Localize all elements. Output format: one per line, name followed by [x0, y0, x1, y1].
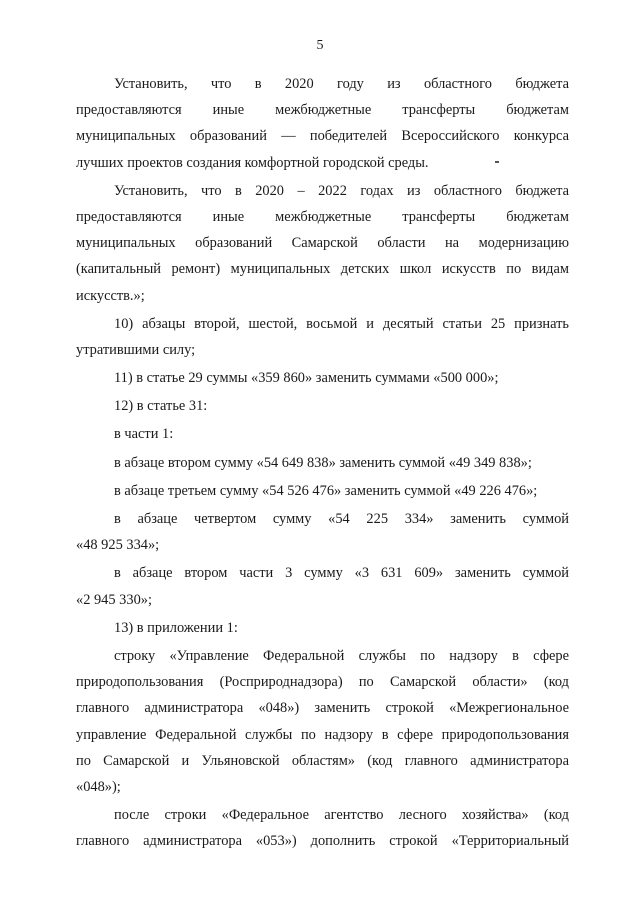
item-12-paragraph-2 [76, 450, 569, 476]
text-line: по Самарской и Ульяновской областям» (код главного администратора [76, 752, 569, 769]
text-line: утратившими силу; [76, 341, 196, 358]
text-line: 13) в приложении 1: [114, 619, 238, 636]
item-11 [76, 365, 569, 391]
text-line: 10) абзацы второй, шестой, восьмой и десятый статьи 25 признать [114, 315, 569, 332]
item-12-part-3 [76, 560, 569, 612]
text-line: главного администратора «048») заменить строкой «Межрегиональное [76, 700, 569, 717]
text-line: муниципальных образований — победителей Всероссийского конкурса [76, 128, 569, 145]
item-12 [76, 393, 569, 419]
text-line: 12) в статье 31: [114, 398, 208, 415]
text-line: искусств.»; [76, 287, 145, 304]
text-line: предоставляются иные межбюджетные трансферты бюджетам [76, 208, 569, 225]
text-line: «2 945 330»; [76, 591, 152, 608]
text-line: после строки «Федеральное агентство лесного хозяйства» (код [114, 807, 569, 824]
document-body [76, 71, 569, 854]
text-line: природопользования (Росприроднадзора) по Самарской области» (код [76, 674, 569, 691]
text-line: в абзаце втором части 3 сумму «3 631 609» заменить суммой [114, 565, 569, 582]
text-line: Установить, что в 2020 – 2022 годах из областного бюджета [114, 182, 569, 199]
item-13-replace-row [76, 643, 569, 800]
text-line: строку «Управление Федеральной службы по надзору в сфере [114, 647, 569, 664]
page-number: 5 [316, 38, 324, 53]
text-line: в абзаце третьем сумму «54 526 476» заменить суммой «49 226 476»; [114, 482, 538, 499]
text-line: предоставляются иные межбюджетные трансферты бюджетам [76, 102, 569, 119]
text-line: муниципальных образований Самарской области на модернизацию [76, 235, 569, 252]
paragraph-2020-transfers [76, 71, 569, 176]
text-line: (капитальный ремонт) муниципальных детских школ искусств по видам [76, 261, 569, 278]
item-13-add-row [76, 802, 569, 854]
text-line: в части 1: [114, 426, 174, 443]
item-10 [76, 311, 569, 363]
paragraph-2020-2022-transfers [76, 178, 569, 309]
item-12-part-1 [76, 421, 569, 447]
item-12-paragraph-4 [76, 506, 569, 558]
text-line: «048»); [76, 778, 121, 795]
text-line: в абзаце четвертом сумму «54 225 334» заменить суммой [114, 511, 569, 527]
item-13 [76, 615, 569, 641]
text-line: в абзаце втором сумму «54 649 838» заменить суммой «49 349 838»; [114, 454, 532, 471]
text-line: лучших проектов создания комфортной городской среды. [76, 154, 429, 171]
text-line: Установить, что в 2020 году из областного бюджета [114, 76, 569, 92]
text-line: 11) в статье 29 суммы «359 860» заменить суммами «500 000»; [114, 370, 499, 387]
text-line: главного администратора «053») дополнить строкой «Территориальный [76, 833, 569, 850]
text-line: управление Федеральной службы по надзору в сфере природопользования [76, 726, 569, 743]
text-line: «48 925 334»; [76, 537, 160, 554]
item-12-paragraph-3 [76, 478, 569, 504]
